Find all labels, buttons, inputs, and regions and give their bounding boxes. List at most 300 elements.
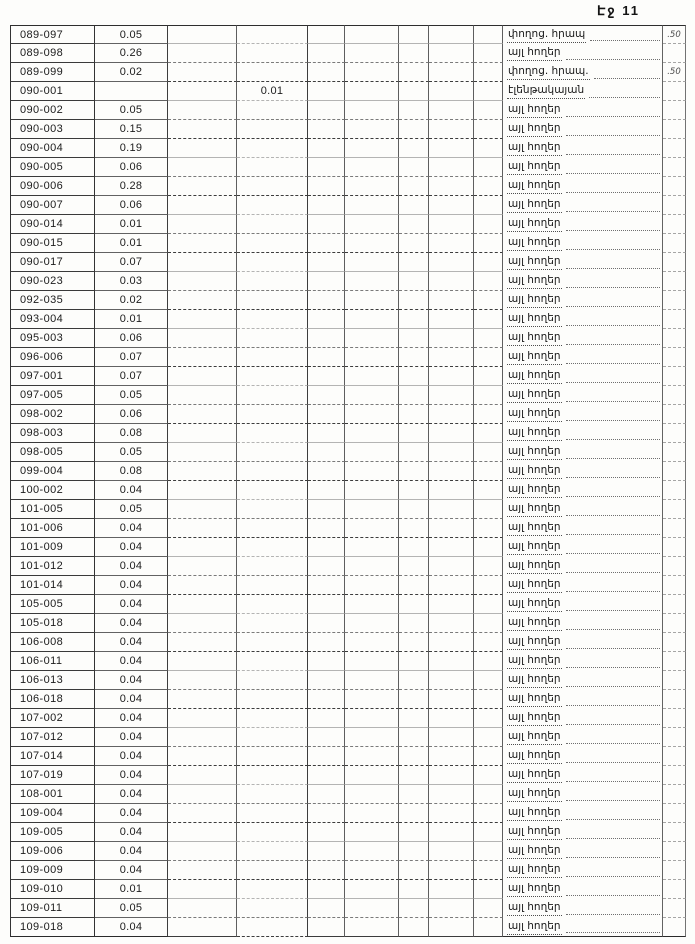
dotted-leader-line <box>566 363 660 364</box>
parcel-code-cell: 100-002 <box>10 481 95 500</box>
empty-cell <box>399 880 429 899</box>
area-value-cell: 0.04 <box>95 842 168 861</box>
parcel-code-cell: 106-011 <box>10 652 95 671</box>
col4-value-cell <box>237 158 308 177</box>
empty-cell <box>345 519 399 538</box>
parcel-code-cell: 090-007 <box>10 196 95 215</box>
empty-cell <box>399 234 429 253</box>
land-use-cell <box>503 652 663 671</box>
table-row <box>10 747 686 766</box>
area-value-cell: 0.04 <box>95 538 168 557</box>
empty-cell <box>345 348 399 367</box>
col4-value-cell <box>237 823 308 842</box>
parcel-table-body <box>10 25 686 937</box>
handwritten-note <box>663 500 686 519</box>
land-use-text: այլ հողեր <box>507 692 562 707</box>
empty-cell <box>345 481 399 500</box>
col4-value-cell <box>237 481 308 500</box>
handwritten-note <box>663 880 686 899</box>
empty-cell <box>429 291 474 310</box>
area-value-cell: 0.07 <box>95 348 168 367</box>
handwritten-note <box>663 329 686 348</box>
empty-cell <box>308 709 345 728</box>
land-use-cell <box>503 823 663 842</box>
empty-cell <box>474 690 503 709</box>
col4-value-cell <box>237 728 308 747</box>
area-value-cell <box>95 82 168 101</box>
empty-cell <box>345 842 399 861</box>
table-row <box>10 671 686 690</box>
empty-cell <box>474 804 503 823</box>
handwritten-note <box>663 462 686 481</box>
land-use-text: փողոց. հրապ. <box>507 65 590 80</box>
land-use-cell <box>503 880 663 899</box>
empty-cell <box>474 348 503 367</box>
empty-cell <box>168 538 237 557</box>
col4-value-cell <box>237 443 308 462</box>
land-use-cell <box>503 804 663 823</box>
land-use-text: այլ հողեր <box>507 578 562 593</box>
land-use-cell <box>503 766 663 785</box>
area-value-cell: 0.07 <box>95 253 168 272</box>
empty-cell <box>345 576 399 595</box>
area-value-cell: 0.04 <box>95 557 168 576</box>
handwritten-note <box>663 386 686 405</box>
land-use-cell <box>503 576 663 595</box>
area-value-cell: 0.04 <box>95 747 168 766</box>
land-use-text: այլ հողեր <box>507 122 562 137</box>
land-use-cell <box>503 595 663 614</box>
table-row <box>10 576 686 595</box>
empty-cell <box>399 652 429 671</box>
dotted-leader-line <box>590 40 660 41</box>
dotted-leader-line <box>566 914 660 915</box>
empty-cell <box>345 291 399 310</box>
parcel-code-cell: 090-006 <box>10 177 95 196</box>
parcel-code-cell: 089-097 <box>10 25 95 44</box>
empty-cell <box>474 63 503 82</box>
table-row <box>10 196 686 215</box>
dotted-leader-line <box>566 515 660 516</box>
dotted-leader-line <box>566 743 660 744</box>
empty-cell <box>168 272 237 291</box>
area-value-cell: 0.04 <box>95 519 168 538</box>
empty-cell <box>345 44 399 63</box>
col4-value-cell <box>237 120 308 139</box>
empty-cell <box>345 234 399 253</box>
empty-cell <box>168 576 237 595</box>
col4-value-cell <box>237 424 308 443</box>
parcel-code-cell: 101-009 <box>10 538 95 557</box>
col4-value-cell <box>237 557 308 576</box>
area-value-cell: 0.05 <box>95 386 168 405</box>
empty-cell <box>474 443 503 462</box>
table-row <box>10 595 686 614</box>
handwritten-note <box>663 614 686 633</box>
parcel-code-cell: 109-018 <box>10 918 95 937</box>
parcel-code-cell: 101-005 <box>10 500 95 519</box>
dotted-leader-line <box>566 116 660 117</box>
col4-value-cell <box>237 804 308 823</box>
empty-cell <box>168 310 237 329</box>
dotted-leader-line <box>566 591 660 592</box>
col4-value-cell <box>237 101 308 120</box>
empty-cell <box>399 158 429 177</box>
empty-cell <box>474 329 503 348</box>
empty-cell <box>399 766 429 785</box>
empty-cell <box>168 158 237 177</box>
land-use-text: այլ հողեր <box>507 673 562 688</box>
empty-cell <box>474 557 503 576</box>
area-value-cell: 0.04 <box>95 823 168 842</box>
empty-cell <box>308 614 345 633</box>
area-value-cell: 0.04 <box>95 614 168 633</box>
land-use-text: այլ հողեր <box>507 255 562 270</box>
handwritten-note <box>663 253 686 272</box>
area-value-cell: 0.06 <box>95 158 168 177</box>
land-use-text: այլ հողեր <box>507 711 562 726</box>
parcel-code-cell: 099-004 <box>10 462 95 481</box>
handwritten-note <box>663 405 686 424</box>
dotted-leader-line <box>566 420 660 421</box>
empty-cell <box>308 424 345 443</box>
empty-cell <box>345 101 399 120</box>
empty-cell <box>345 880 399 899</box>
land-use-text: այլ հողեր <box>507 521 562 536</box>
area-value-cell: 0.04 <box>95 671 168 690</box>
empty-cell <box>168 918 237 937</box>
empty-cell <box>308 918 345 937</box>
empty-cell <box>168 728 237 747</box>
empty-cell <box>399 462 429 481</box>
table-row <box>10 253 686 272</box>
parcel-code-cell: 107-014 <box>10 747 95 766</box>
table-row <box>10 538 686 557</box>
handwritten-note <box>663 842 686 861</box>
land-use-text: այլ հողեր <box>507 920 562 935</box>
handwritten-note <box>663 215 686 234</box>
empty-cell <box>168 899 237 918</box>
area-value-cell: 0.06 <box>95 196 168 215</box>
empty-cell <box>429 842 474 861</box>
land-use-text: փողոց. հրապ <box>507 28 586 43</box>
parcel-code-cell: 090-023 <box>10 272 95 291</box>
empty-cell <box>399 329 429 348</box>
land-use-cell <box>503 785 663 804</box>
empty-cell <box>168 329 237 348</box>
area-value-cell: 0.06 <box>95 329 168 348</box>
empty-cell <box>399 44 429 63</box>
dotted-leader-line <box>566 705 660 706</box>
empty-cell <box>168 25 237 44</box>
dotted-leader-line <box>566 932 660 933</box>
empty-cell <box>429 139 474 158</box>
empty-cell <box>168 367 237 386</box>
empty-cell <box>399 424 429 443</box>
area-value-cell: 0.01 <box>95 310 168 329</box>
dotted-leader-line <box>566 895 660 896</box>
area-value-cell: 0.02 <box>95 291 168 310</box>
handwritten-note <box>663 310 686 329</box>
empty-cell <box>474 709 503 728</box>
land-use-cell <box>503 386 663 405</box>
dotted-leader-line <box>566 401 660 402</box>
empty-cell <box>474 177 503 196</box>
empty-cell <box>345 766 399 785</box>
empty-cell <box>474 519 503 538</box>
handwritten-note <box>663 690 686 709</box>
land-use-cell <box>503 614 663 633</box>
empty-cell <box>308 139 345 158</box>
area-value-cell: 0.04 <box>95 652 168 671</box>
table-row <box>10 842 686 861</box>
empty-cell <box>345 538 399 557</box>
land-use-text: այլ հողեր <box>507 540 562 555</box>
empty-cell <box>429 367 474 386</box>
table-row <box>10 614 686 633</box>
empty-cell <box>308 367 345 386</box>
table-row <box>10 633 686 652</box>
handwritten-note <box>663 348 686 367</box>
empty-cell <box>474 861 503 880</box>
parcel-code-cell: 090-014 <box>10 215 95 234</box>
land-use-cell <box>503 272 663 291</box>
land-use-cell <box>503 519 663 538</box>
page-number-label: Էջ 11 <box>597 3 640 18</box>
empty-cell <box>429 500 474 519</box>
handwritten-note <box>663 177 686 196</box>
parcel-code-cell: 105-018 <box>10 614 95 633</box>
land-use-text: այլ հողեր <box>507 768 562 783</box>
empty-cell <box>308 861 345 880</box>
empty-cell <box>345 120 399 139</box>
empty-cell <box>429 481 474 500</box>
col4-value-cell <box>237 272 308 291</box>
empty-cell <box>308 215 345 234</box>
land-use-text: այլ հողեր <box>507 274 562 289</box>
dotted-leader-line <box>566 648 660 649</box>
empty-cell <box>474 253 503 272</box>
table-row <box>10 899 686 918</box>
handwritten-note <box>663 44 686 63</box>
area-value-cell: 0.02 <box>95 63 168 82</box>
land-use-text: էլենթակայան <box>507 84 585 99</box>
handwritten-note <box>663 519 686 538</box>
empty-cell <box>399 405 429 424</box>
land-use-cell <box>503 177 663 196</box>
empty-cell <box>474 747 503 766</box>
empty-cell <box>345 424 399 443</box>
parcel-code-cell: 107-019 <box>10 766 95 785</box>
handwritten-note <box>663 158 686 177</box>
area-value-cell: 0.19 <box>95 139 168 158</box>
col4-value-cell <box>237 253 308 272</box>
empty-cell <box>345 500 399 519</box>
empty-cell <box>474 842 503 861</box>
land-use-text: այլ հողեր <box>507 407 562 422</box>
dotted-leader-line <box>566 192 660 193</box>
empty-cell <box>345 310 399 329</box>
col4-value-cell <box>237 785 308 804</box>
empty-cell <box>168 671 237 690</box>
handwritten-note <box>663 766 686 785</box>
land-use-text: այլ հողեր <box>507 559 562 574</box>
empty-cell <box>429 348 474 367</box>
empty-cell <box>345 785 399 804</box>
table-row <box>10 25 686 44</box>
empty-cell <box>429 823 474 842</box>
empty-cell <box>308 842 345 861</box>
area-value-cell: 0.04 <box>95 918 168 937</box>
land-use-text: այլ հողեր <box>507 46 562 61</box>
area-value-cell: 0.04 <box>95 728 168 747</box>
area-value-cell: 0.04 <box>95 766 168 785</box>
empty-cell <box>399 842 429 861</box>
empty-cell <box>429 405 474 424</box>
empty-cell <box>399 215 429 234</box>
empty-cell <box>429 462 474 481</box>
land-use-cell <box>503 728 663 747</box>
empty-cell <box>399 918 429 937</box>
empty-cell <box>429 120 474 139</box>
table-row <box>10 500 686 519</box>
dotted-leader-line <box>566 173 660 174</box>
empty-cell <box>345 443 399 462</box>
area-value-cell: 0.26 <box>95 44 168 63</box>
area-value-cell: 0.05 <box>95 443 168 462</box>
empty-cell <box>429 519 474 538</box>
table-row <box>10 424 686 443</box>
empty-cell <box>308 880 345 899</box>
empty-cell <box>399 386 429 405</box>
table-row <box>10 443 686 462</box>
empty-cell <box>345 823 399 842</box>
table-row <box>10 481 686 500</box>
empty-cell <box>345 728 399 747</box>
land-use-cell <box>503 899 663 918</box>
empty-cell <box>168 747 237 766</box>
empty-cell <box>168 557 237 576</box>
empty-cell <box>399 519 429 538</box>
land-use-cell <box>503 842 663 861</box>
area-value-cell: 0.04 <box>95 709 168 728</box>
empty-cell <box>429 728 474 747</box>
parcel-code-cell: 098-003 <box>10 424 95 443</box>
empty-cell <box>308 310 345 329</box>
parcel-code-cell: 106-008 <box>10 633 95 652</box>
area-value-cell: 0.05 <box>95 101 168 120</box>
handwritten-note <box>663 785 686 804</box>
empty-cell <box>474 462 503 481</box>
empty-cell <box>168 405 237 424</box>
empty-cell <box>399 25 429 44</box>
empty-cell <box>168 785 237 804</box>
table-row <box>10 557 686 576</box>
empty-cell <box>474 728 503 747</box>
table-row <box>10 177 686 196</box>
parcel-code-cell: 090-017 <box>10 253 95 272</box>
empty-cell <box>345 25 399 44</box>
dotted-leader-line <box>566 610 660 611</box>
empty-cell <box>308 158 345 177</box>
empty-cell <box>474 25 503 44</box>
dotted-leader-line <box>566 857 660 858</box>
table-row <box>10 44 686 63</box>
col4-value-cell <box>237 576 308 595</box>
land-use-cell <box>503 25 663 44</box>
land-use-text: այլ հողեր <box>507 863 562 878</box>
table-row <box>10 519 686 538</box>
empty-cell <box>474 918 503 937</box>
empty-cell <box>308 500 345 519</box>
empty-cell <box>474 386 503 405</box>
empty-cell <box>474 234 503 253</box>
empty-cell <box>399 671 429 690</box>
empty-cell <box>429 709 474 728</box>
table-row <box>10 823 686 842</box>
table-row <box>10 348 686 367</box>
empty-cell <box>474 899 503 918</box>
col4-value-cell <box>237 671 308 690</box>
empty-cell <box>429 63 474 82</box>
land-use-text: այլ հողեր <box>507 350 562 365</box>
empty-cell <box>429 538 474 557</box>
empty-cell <box>474 880 503 899</box>
table-row <box>10 918 686 937</box>
empty-cell <box>168 823 237 842</box>
empty-cell <box>308 234 345 253</box>
area-value-cell: 0.04 <box>95 595 168 614</box>
empty-cell <box>168 690 237 709</box>
empty-cell <box>345 652 399 671</box>
col4-value-cell <box>237 861 308 880</box>
empty-cell <box>345 918 399 937</box>
empty-cell <box>429 329 474 348</box>
empty-cell <box>345 329 399 348</box>
empty-cell <box>168 709 237 728</box>
empty-cell <box>308 63 345 82</box>
empty-cell <box>429 595 474 614</box>
dotted-leader-line <box>566 477 660 478</box>
empty-cell <box>345 747 399 766</box>
empty-cell <box>308 120 345 139</box>
empty-cell <box>345 82 399 101</box>
empty-cell <box>308 595 345 614</box>
dotted-leader-line <box>566 439 660 440</box>
empty-cell <box>399 63 429 82</box>
empty-cell <box>429 671 474 690</box>
empty-cell <box>429 785 474 804</box>
empty-cell <box>308 329 345 348</box>
dotted-leader-line <box>566 572 660 573</box>
empty-cell <box>308 576 345 595</box>
empty-cell <box>345 139 399 158</box>
empty-cell <box>308 291 345 310</box>
empty-cell <box>429 215 474 234</box>
col4-value-cell <box>237 215 308 234</box>
parcel-code-cell: 106-018 <box>10 690 95 709</box>
table-row <box>10 386 686 405</box>
empty-cell <box>399 367 429 386</box>
parcel-code-cell: 109-010 <box>10 880 95 899</box>
area-value-cell: 0.05 <box>95 500 168 519</box>
table-row <box>10 880 686 899</box>
empty-cell <box>308 196 345 215</box>
land-use-text: այլ հողեր <box>507 635 562 650</box>
empty-cell <box>308 519 345 538</box>
handwritten-note <box>663 633 686 652</box>
col4-value-cell <box>237 747 308 766</box>
